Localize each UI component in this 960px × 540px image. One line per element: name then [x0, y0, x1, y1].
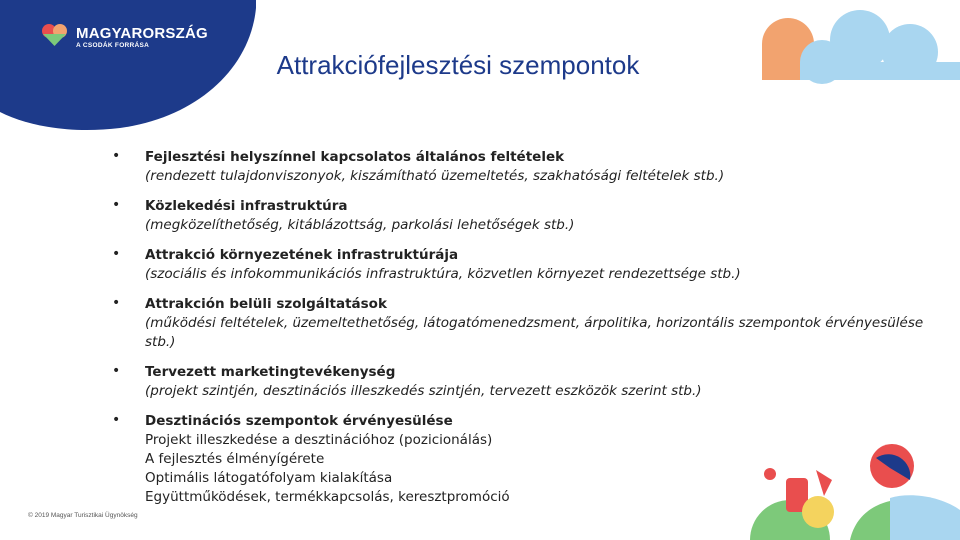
- item-detail: (megközelíthetőség, kitáblázottság, parkolási lehetőségek stb.): [145, 217, 575, 233]
- sub-line: A fejlesztés élményígérete: [145, 451, 325, 467]
- bullet: •: [112, 246, 121, 262]
- bullet: •: [112, 412, 121, 428]
- bullet: •: [112, 295, 121, 311]
- item-title: Attrakció környezetének infrastruktúrája: [145, 247, 459, 263]
- item-detail: (rendezett tulajdonviszonyok, kiszámítható üzemeltetés, szakhatósági feltételek stb.): [145, 168, 725, 184]
- sub-line: Optimális látogatófolyam kialakítása: [145, 470, 393, 486]
- geometric-decoration-icon: [740, 400, 960, 540]
- item-detail: (szociális és infokommunikációs infrastruktúra, közvetlen környezet rendezettsége stb.): [145, 266, 741, 282]
- bullet: •: [112, 197, 121, 213]
- item-detail: (projekt szintjén, desztinációs illeszkedés szintjén, tervezett eszközök szerint stb.): [145, 383, 702, 399]
- sub-line: Együttműködések, termékkapcsolás, keresztpromóció: [145, 489, 510, 505]
- copyright: © 2019 Magyar Turisztikai Ügynökség: [28, 512, 138, 519]
- list-item: [112, 363, 942, 401]
- item-title: Desztinációs szempontok érvényesülése: [145, 413, 453, 429]
- sub-line: Projekt illeszkedése a desztinációhoz (pozicionálás): [145, 432, 493, 448]
- brand-name: MAGYARORSZÁG: [76, 25, 208, 42]
- bullet: •: [112, 148, 121, 164]
- bullet: •: [112, 363, 121, 379]
- list-item: [112, 197, 942, 235]
- item-title: Tervezett marketingtevékenység: [145, 364, 396, 380]
- item-detail: (működési feltételek, üzemeltethetőség, látogatómenedzsment, árpolitika, horizontális szempontok érvényesülése stb.): [145, 315, 924, 350]
- list-item: [112, 148, 942, 186]
- list-item: [112, 295, 942, 352]
- brand-tagline: A CSODÁK FORRÁSA: [76, 42, 150, 49]
- clouds-decoration-icon: [740, 0, 960, 90]
- item-title: Attrakción belüli szolgáltatások: [145, 296, 387, 312]
- page-title: Attrakciófejlesztési szempontok: [276, 50, 640, 80]
- heart-logo-icon: [40, 22, 74, 48]
- list-item: [112, 246, 942, 284]
- item-title: Közlekedési infrastruktúra: [145, 198, 348, 214]
- item-title: Fejlesztési helyszínnel kapcsolatos általános feltételek: [145, 149, 565, 165]
